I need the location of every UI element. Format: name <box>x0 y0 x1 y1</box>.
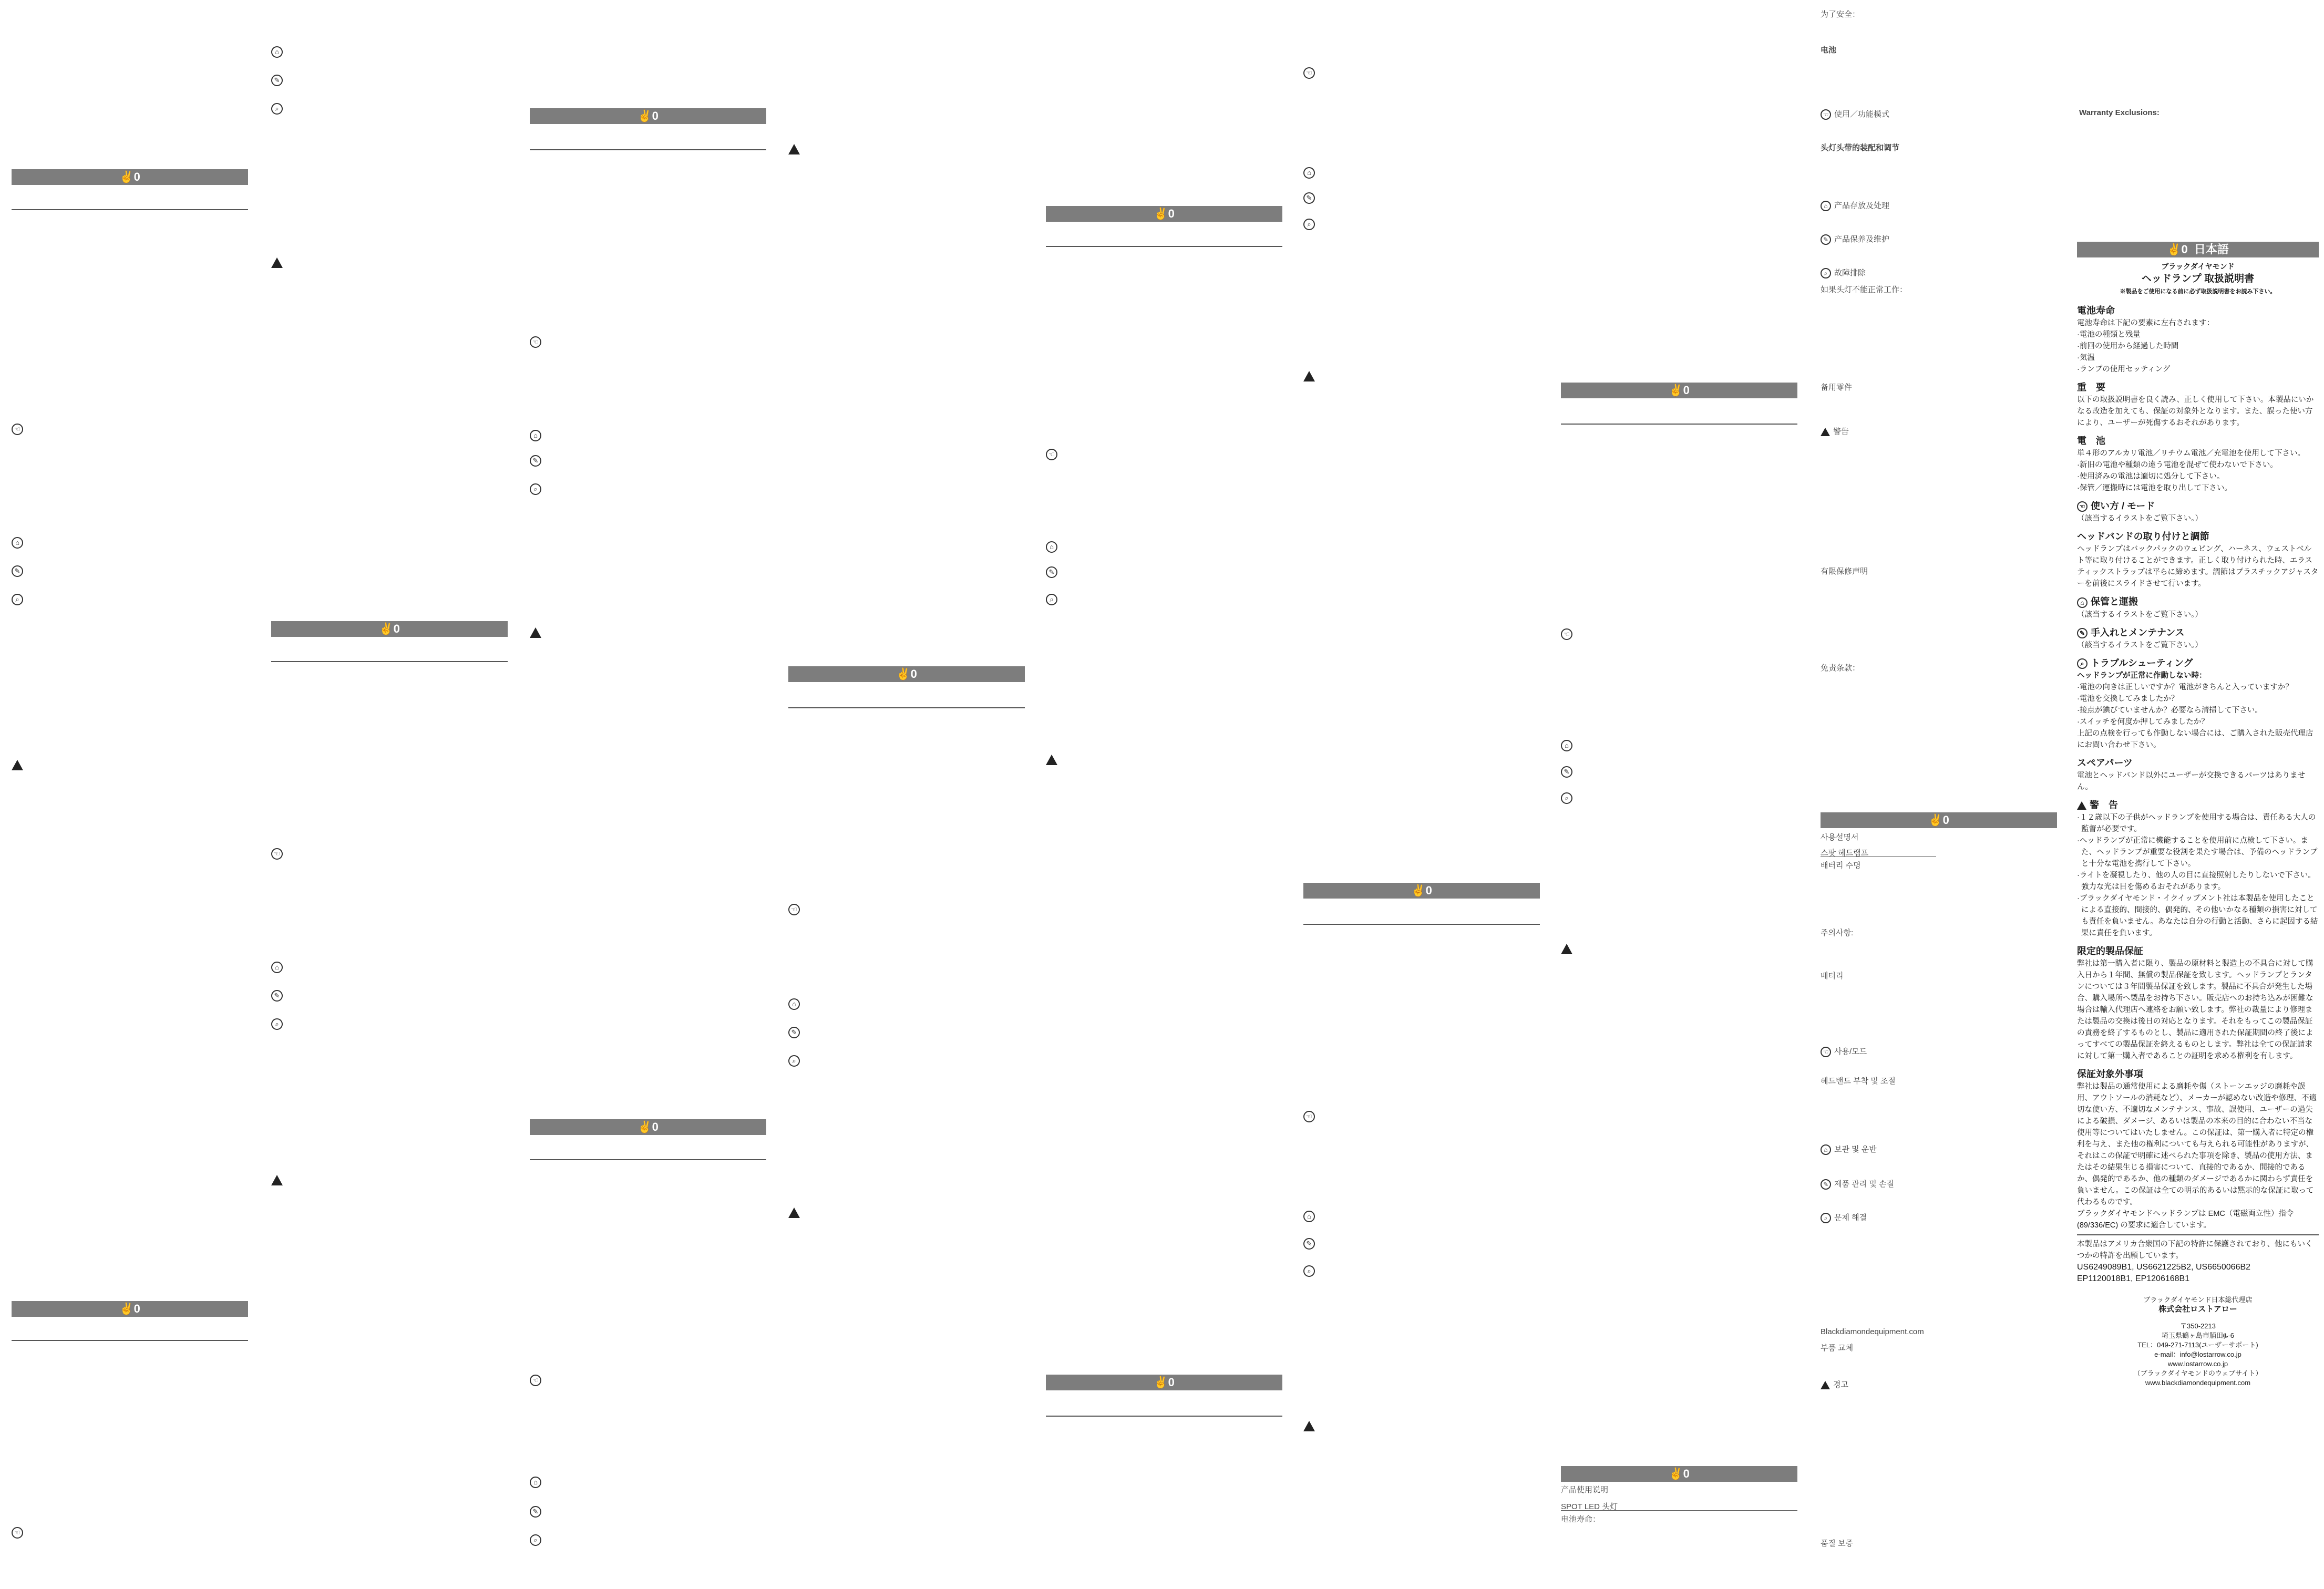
maintenance-icon: ✎ <box>271 75 283 86</box>
warning-icon <box>530 627 541 638</box>
list-item: ·保管／運搬時には電池を取り出して下さい。 <box>2077 484 2232 492</box>
ko-warranty: 품질 보증 <box>1821 1539 1854 1548</box>
ko-storage <box>1821 1143 1877 1155</box>
patent-numbers: US6249089B1, US6621225B2, US6650066B2 EP1120018B1, EP1206168B1 <box>2077 1263 2251 1283</box>
warning-icon <box>271 257 283 268</box>
battery-life-label: 电池寿命： <box>1561 1515 1601 1524</box>
maintenance-icon: ✎ <box>1561 766 1572 778</box>
section-rule <box>12 209 248 210</box>
ko-storage-label: 보관 및 운반 <box>1834 1145 1877 1154</box>
section-rule <box>1561 1510 1797 1511</box>
address: 埼玉県鶴ヶ島市脯田ᎆ-6 <box>2162 1332 2234 1339</box>
maintenance-icon: ✎ <box>1303 1238 1315 1250</box>
battery-heading: 电池 <box>1821 46 1837 55</box>
warranty-heading: 限定的製品保証 <box>2077 946 2143 956</box>
trouble-heading <box>2077 657 2319 669</box>
bar-glyph: ✌0 <box>2167 243 2188 256</box>
list-item: ·前回の使用から経過した時間 <box>2077 342 2179 350</box>
storage-icon: ⌂ <box>2077 597 2088 608</box>
product-manual-label: 产品使用说明 <box>1561 1485 1609 1494</box>
storage-label: 产品存放及处理 <box>1834 201 1890 210</box>
divider <box>2077 1234 2319 1235</box>
ko-parts: 부품 교체 <box>1821 1344 1854 1353</box>
product-name-label: SPOT LED 头灯 <box>1561 1502 1618 1511</box>
troubleshooting-icon: ⌕ <box>12 594 23 605</box>
troubleshooting-heading <box>1821 267 1866 278</box>
emc-text: ブラックダイヤモンドヘッドランプは EMC（電磁両立性）指令 (89/336/EC) の要求に適合しています。 <box>2077 1210 2294 1230</box>
maintenance-icon: ✎ <box>1821 234 1831 245</box>
ko-website: Blackdiamondequipment.com <box>1821 1327 1924 1336</box>
column-2 <box>271 0 508 1589</box>
see-illustration: （該当するイラストをご覧下さい。） <box>2077 610 2203 619</box>
brand-name: ブラックダイヤモンド <box>2161 262 2235 271</box>
importer-footer <box>2077 1295 2319 1388</box>
list-item: ·接点が錪びていませんか？必要なら清掃して下さい。 <box>2077 706 2263 715</box>
patent-text: 本製品はアメリカ合衆国の下記の特許に保護されており、他にもいくつかの特許を出願しています。 <box>2077 1240 2313 1260</box>
ko-headband: 헤드밴드 부착 및 조절 <box>1821 1077 1896 1086</box>
storage-icon: ⌂ <box>788 998 800 1010</box>
usage-icon: ☜ <box>1046 449 1057 460</box>
web-label: （ブラックダイヤモンドのウェブサイト） <box>2133 1369 2263 1377</box>
warning-icon <box>788 1208 800 1218</box>
limited-warranty-heading: 有限保修声明 <box>1821 567 1868 576</box>
usage-icon: ☜ <box>530 336 541 348</box>
storage-icon: ⌂ <box>271 962 283 973</box>
important-text: 以下の取扱説明書を良く読み、正しく使用して下さい。本製品にいかなる改造を加えても、保証の対象外となります。また、誤った使い方により、ユーザーが死傷するおそれがあります。 <box>2077 396 2314 427</box>
exclusions-heading: 保証対象外事項 <box>2077 1069 2143 1079</box>
list-item: ·使用済みの電池は適切に処分して下さい。 <box>2077 472 2225 481</box>
usage-icon: ☜ <box>12 1527 23 1539</box>
list-item: ·気温 <box>2077 354 2095 362</box>
japanese-label: 日本語 <box>2194 243 2229 256</box>
list-item: ·ライトを凝視したり、他の人の目に直接照射したりしないで下さい。強力な光は目を傷めるおそれがあります。 <box>2077 871 2316 891</box>
website-link[interactable]: www.blackdiamondequipment.com <box>2145 1379 2251 1387</box>
storage-icon: ⌂ <box>530 430 541 441</box>
warning-heading-label: 警 告 <box>2090 800 2118 810</box>
warning-icon <box>1046 755 1057 765</box>
headband-text: ヘッドランプはバックパックのウェビング、ハーネス、ウェストベルト等に取り付けることができます。正しく取り付けられた時、エラスティックストラップは平らに締めます。調節はプラスチックアジャスターを前後にスライドさせて行います。 <box>2077 545 2319 589</box>
warning-icon <box>1561 944 1572 954</box>
battery-text: 単４形のアルカリ電池／リチウム電池／充電池を使用して下さい。 <box>2077 449 2305 458</box>
see-illustration: （該当するイラストをご覧下さい。） <box>2077 514 2203 523</box>
list-item: ·１２歳以下の子供がヘッドランプを使用する場合は、責任ある大人の監督が必要です。 <box>2077 813 2316 833</box>
ko-product: 스팟 헤드램프 <box>1821 849 1869 858</box>
warranty-exclusions-en: Warranty Exclusions: <box>2079 108 2160 117</box>
care-heading-label: 手入れとメンテナンス <box>2091 627 2185 638</box>
troubleshooting-label: 故障排除 <box>1834 269 1866 277</box>
company-name <box>2077 1305 2319 1314</box>
column-8 <box>1821 0 2057 1589</box>
section-bar: ✌0 <box>1561 1466 1797 1482</box>
usage-icon: ☜ <box>12 424 23 435</box>
column-6 <box>1303 0 1540 1589</box>
list-item: ·新旧の電池や種類の違う電池を混ぜて使わないで下さい。 <box>2077 461 2278 469</box>
maintenance-icon: ✎ <box>530 455 541 467</box>
warning-icon <box>12 760 23 770</box>
battery-life-heading: 電池寿命 <box>2077 305 2115 316</box>
important-heading: 重 要 <box>2077 382 2105 393</box>
troubleshooting-icon: ⌕ <box>1821 268 1831 278</box>
storage-heading <box>2077 596 2319 607</box>
list-item: ·ヘッドランプが正常に機能することを使用前に点検して下さい。また、ヘッドランプが重要な役割を果たす場合は、予備のヘッドランプと十分な電池を携行して下さい。 <box>2077 837 2318 868</box>
spare-parts-heading: 备用零件 <box>1821 383 1853 392</box>
ko-troubleshoot <box>1821 1212 1867 1223</box>
ko-care <box>1821 1178 1894 1190</box>
section-bar: ✌0 <box>1303 883 1540 899</box>
list-item: ·電池の種類と残量 <box>2077 331 2141 339</box>
section-bar: ✌0 <box>12 1301 248 1317</box>
troubleshooting-icon: ⌕ <box>1303 219 1315 230</box>
maintenance-icon: ✎ <box>1303 192 1315 204</box>
troubleshooting-icon: ⌕ <box>530 483 541 495</box>
japanese-section <box>2077 242 2319 1388</box>
section-rule <box>1303 924 1540 925</box>
troubleshooting-icon: ⌕ <box>788 1055 800 1067</box>
storage-heading <box>1821 200 1889 211</box>
storage-heading-label: 保管と運搬 <box>2091 596 2138 607</box>
ko-manual: 사용설명서 <box>1821 833 1859 842</box>
trouble-heading-label: トラブルシューティング <box>2091 657 2193 668</box>
storage-icon: ⌂ <box>1303 167 1315 179</box>
troubleshooting-icon: ⌕ <box>271 103 283 115</box>
usage-icon: ☜ <box>530 1375 541 1386</box>
column-7 <box>1561 0 1797 1589</box>
headband-heading: ヘッドバンドの取り付けと調節 <box>2077 531 2209 542</box>
care-heading <box>2077 627 2319 638</box>
maintenance-icon: ✎ <box>788 1027 800 1038</box>
usage-icon: ☜ <box>1821 1047 1831 1057</box>
maintenance-icon: ✎ <box>1046 566 1057 578</box>
warranty-text: 弊社は第一購入者に限り、製品の原材料と製造上の不具合に対して購入日から１年間、無償の製品保証を致します。ヘッドランプとランタンについては３年間製品保証を致します。製品に不具合が発生した場合、購入場所へ製品をお持ち下さい。販売店へのお持ち込みが困難な場合は輸入代理店へ連絡をお願い致します。弊社の裁量により修理または製品の交換は後日の対応となります。それをもってこの製品保証の責務を終了するものとし、製品に適用された保証期間の終了後によってすべての製品保証を終えるものとします。弊社は全ての保証請求に対して第一購入者であることの証明を求める権利を有します。 <box>2077 959 2313 1060</box>
warning-label: 警告 <box>1833 427 1849 436</box>
ko-warning <box>1821 1379 1848 1390</box>
storage-icon: ⌂ <box>530 1477 541 1488</box>
section-bar: ✌0 <box>530 108 766 124</box>
battery-heading: 電 池 <box>2077 436 2105 446</box>
see-illustration: （該当するイラストをご覧下さい。） <box>2077 641 2203 649</box>
importer-label: ブラックダイヤモンド日本総代理店 <box>2143 1296 2253 1304</box>
usage-label: 使用／功能模式 <box>1834 110 1890 119</box>
company-name-text: 株式会社ロストアロー <box>2158 1305 2237 1314</box>
troubleshooting-icon: ⌕ <box>530 1534 541 1546</box>
japanese-header-bar <box>2077 242 2319 257</box>
maintenance-icon: ✎ <box>2077 628 2088 638</box>
storage-icon: ⌂ <box>1821 1144 1831 1155</box>
ko-caution: 주의사항: <box>1821 928 1854 937</box>
trouble-end: 上記の点検を行っても作動しない場合には、ご購入された販売代理店にお問い合わせ下さい。 <box>2077 729 2313 749</box>
usage-icon: ☜ <box>271 848 283 860</box>
spare-heading: スペアパーツ <box>2077 758 2133 768</box>
usage-icon: ☜ <box>1821 109 1831 120</box>
ko-care-label: 제품 관리 및 손질 <box>1834 1180 1894 1189</box>
warning-heading <box>2077 799 2319 811</box>
exclusions-text: 弊社は製品の通常使用による磨耗や傷（ストーンエッジの磨耗や誤用、アウトソールの消耗など）、メーカーが認めない改造や修理、不適切な使い方、不適切なメンテナンス、事故、誤使用、ユーザーの過失による破損、ダメージ、あるいは製品の本来の目的に合わない不当な使用等についてはいたしません。この保証は、第一購入者に特定の権利を与え、また他の権利についても与えられる可能性がありますが、それはこの保証で明確に述べられた事項を除き、製品の使用方法、またはその結果生じる損害について、直接的であるか、間接的であるか、偶発的であるか、他の種類のダメージであるかに関わらず責任を負いません。この保証は全ての明示的あるいは黙示的な保証に取って代わるものです。 <box>2077 1082 2317 1206</box>
troubleshooting-icon: ⌕ <box>2077 658 2088 669</box>
postal-code: 〒350-2213 <box>2180 1322 2216 1330</box>
list-item: ·電池を交換してみましたか？ <box>2077 695 2179 703</box>
warning-icon <box>1303 371 1315 381</box>
troubleshooting-sub: 如果头灯不能正常工作： <box>1821 285 1908 294</box>
telephone: TEL：049-271-7113(ユーザーサポート) <box>2137 1341 2258 1349</box>
maintenance-icon: ✎ <box>271 990 283 1002</box>
troubleshooting-icon: ⌕ <box>1821 1213 1831 1223</box>
column-3 <box>530 0 766 1589</box>
section-bar: ✌0 <box>1046 206 1282 222</box>
for-safety-label: 为了安全： <box>1821 10 1860 19</box>
warning-icon <box>271 1175 283 1185</box>
usage-heading-label: 使い方 / モード <box>2091 501 2155 511</box>
exclusions-heading: 免责条款： <box>1821 664 1860 673</box>
email: e-mail：info@lostarrow.co.jp <box>2154 1350 2241 1358</box>
warning-heading <box>1821 426 1849 437</box>
column-5 <box>1046 0 1282 1589</box>
ko-battery-life: 배터리 수명 <box>1821 861 1861 870</box>
storage-icon: ⌂ <box>1821 201 1831 211</box>
troubleshooting-icon: ⌕ <box>1046 594 1057 605</box>
section-bar: ✌0 <box>530 1119 766 1135</box>
usage-icon: ☜ <box>1303 67 1315 79</box>
section-rule <box>271 661 508 662</box>
usage-icon: ☜ <box>1303 1111 1315 1122</box>
headband-heading: 头灯头带的装配和调节 <box>1821 143 1900 152</box>
ko-usage-label: 사용/모드 <box>1834 1047 1867 1056</box>
warning-icon <box>2077 801 2086 810</box>
manual-title: ヘッドランプ 取扱説明書 <box>2141 273 2255 284</box>
troubleshooting-icon: ⌕ <box>1303 1265 1315 1277</box>
list-item: ·ランプの使用セッティング <box>2077 365 2171 374</box>
read-first-note: ※製品をご使用になる前に必ず取扱説明書をお読み下さい。 <box>2120 288 2276 295</box>
section-bar: ✌0 <box>271 621 508 637</box>
warning-icon <box>1821 1381 1830 1389</box>
section-rule <box>1046 1416 1282 1417</box>
website-link[interactable]: www.lostarrow.co.jp <box>2167 1360 2228 1368</box>
trouble-sub: ヘッドランプが正常に作動しない時： <box>2077 672 2207 680</box>
section-rule <box>788 707 1025 708</box>
section-rule <box>530 1159 766 1160</box>
section-rule <box>12 1340 248 1341</box>
column-4 <box>788 0 1025 1589</box>
troubleshooting-icon: ⌕ <box>1561 792 1572 804</box>
usage-heading <box>1821 108 1889 120</box>
storage-icon: ⌂ <box>1561 740 1572 751</box>
usage-icon: ☜ <box>1561 628 1572 640</box>
storage-icon: ⌂ <box>1303 1211 1315 1222</box>
warning-icon <box>1303 1421 1315 1431</box>
section-bar: ✌0 <box>1821 812 2057 828</box>
usage-icon: ☜ <box>2077 501 2088 512</box>
ko-battery: 배터리 <box>1821 972 1844 981</box>
maintenance-icon: ✎ <box>530 1506 541 1518</box>
list-item: ·スイッチを何度か押してみましたか？ <box>2077 718 2209 726</box>
usage-icon: ☜ <box>788 904 800 915</box>
section-bar: ✌0 <box>12 169 248 185</box>
storage-icon: ⌂ <box>1046 541 1057 553</box>
section-rule <box>1046 246 1282 247</box>
ko-troubleshoot-label: 문제 해결 <box>1834 1213 1867 1222</box>
section-rule <box>1561 424 1797 425</box>
spare-text: 電池とヘッドバンド以外にユーザーが交換できるパーツはありません。 <box>2077 771 2306 791</box>
maintenance-heading <box>1821 233 1889 245</box>
troubleshooting-icon: ⌕ <box>271 1018 283 1030</box>
maintenance-label: 产品保养及维护 <box>1834 235 1890 244</box>
maintenance-icon: ✎ <box>1821 1179 1831 1190</box>
section-bar: ✌0 <box>1561 383 1797 398</box>
warning-icon <box>788 144 800 154</box>
storage-icon: ⌂ <box>271 46 283 58</box>
section-bar: ✌0 <box>788 666 1025 682</box>
maintenance-icon: ✎ <box>12 565 23 577</box>
ko-usage <box>1821 1046 1867 1057</box>
battery-life-intro: 電池寿命は下記の要素に左右されます： <box>2077 319 2214 327</box>
section-bar: ✌0 <box>1046 1375 1282 1390</box>
warning-icon <box>1821 428 1830 436</box>
usage-heading <box>2077 500 2319 512</box>
ko-warning-label: 경고 <box>1833 1380 1848 1389</box>
list-item: ·電池の向きは正しいですか？電池がきちんと入っていますか？ <box>2077 683 2293 692</box>
column-1 <box>12 0 248 1589</box>
storage-icon: ⌂ <box>12 537 23 549</box>
section-rule <box>530 149 766 150</box>
list-item: ·ブラックダイヤモンド・イクイップメント社は本製品を使用したことによる直接的、間接的、偶発的、その他いかなる種類の損害に対しても責任を負いません。あなたは自分の行動と活動、さらに起因する結果に責任を負います。 <box>2077 894 2318 937</box>
